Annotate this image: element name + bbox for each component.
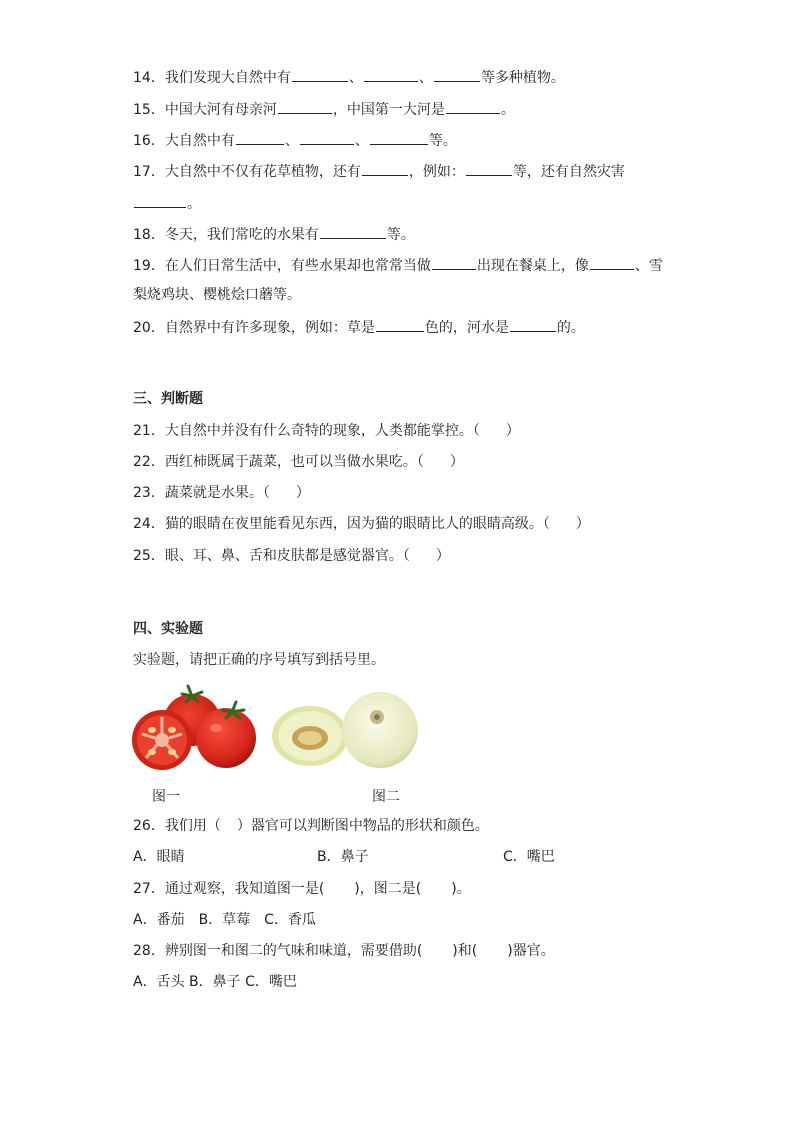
question-24: 24．猫的眼睛在夜里能看见东西，因为猫的眼睛比人的眼睛高级。（ ） [133,516,590,532]
answer-blank[interactable] [134,193,186,208]
question-22: 22．西红柿既属于蔬菜，也可以当做水果吃。（ ） [133,454,464,470]
question-18: 18．冬天，我们常吃的水果有 等。 [133,224,415,244]
answer-blank[interactable] [434,67,480,82]
answer-blank[interactable] [370,130,428,145]
section-heading-experiment: 四、实验题 [133,621,203,637]
answer-blank[interactable] [278,99,332,114]
question-25: 25．眼、耳、鼻、舌和皮肤都是感觉器官。（ ） [133,548,450,564]
question-27: 27．通过观察，我知道图一是( )，图二是( )。 [133,881,471,897]
option-c[interactable]: C．嘴巴 [503,849,555,865]
question-17: 17．大自然中不仅有花草植物，还有 ，例如： 等，还有自然灾害 [133,161,625,181]
option-a[interactable]: A．眼睛 [133,849,185,865]
experiment-instructions: 实验题，请把正确的序号填写到括号里。 [133,652,385,668]
answer-blank[interactable] [292,67,348,82]
question-28: 28．辨别图一和图二的气味和味道，需要借助( )和( )器官。 [133,943,555,959]
question-27-options: A．番茄 B．草莓 C．香瓜 [133,912,316,928]
answer-blank[interactable] [590,255,634,270]
section-heading-judgement: 三、判断题 [133,391,203,407]
question-28-options: A．舌头 B．鼻子 C．嘴巴 [133,974,297,990]
answer-blank[interactable] [236,130,284,145]
answer-blank[interactable] [432,255,476,270]
answer-blank[interactable] [364,67,418,82]
question-19: 19．在人们日常生活中，有些水果却也常常当做 出现在餐桌上，像 、雪 [133,255,663,275]
question-15: 15．中国大河有母亲河 ，中国第一大河是 。 [133,99,515,119]
question-19-continued: 梨烧鸡块、樱桃烩口蘑等。 [133,287,301,303]
question-20: 20．自然界中有许多现象，例如：草是 色的，河水是 的。 [133,317,585,337]
answer-blank[interactable] [362,161,408,176]
figure-1-caption: 图一 [152,789,180,805]
answer-blank[interactable] [510,317,556,332]
answer-blank[interactable] [300,130,354,145]
answer-blank[interactable] [320,224,386,239]
answer-blank[interactable] [376,317,424,332]
question-21: 21．大自然中并没有什么奇特的现象，人类都能掌控。（ ） [133,423,520,439]
question-17-continued: 。 [133,193,201,213]
question-14: 14．我们发现大自然中有 、 、 等多种植物。 [133,67,565,87]
answer-blank[interactable] [446,99,500,114]
question-26: 26．我们用（ ）器官可以判断图中物品的形状和颜色。 [133,818,489,834]
question-23: 23．蔬菜就是水果。（ ） [133,485,310,501]
figure-2-caption: 图二 [372,789,400,805]
answer-blank[interactable] [466,161,512,176]
question-16: 16．大自然中有 、 、 等。 [133,130,457,150]
melon-image [268,690,420,772]
option-b[interactable]: B．鼻子 [317,849,369,865]
tomato-image [132,682,262,774]
